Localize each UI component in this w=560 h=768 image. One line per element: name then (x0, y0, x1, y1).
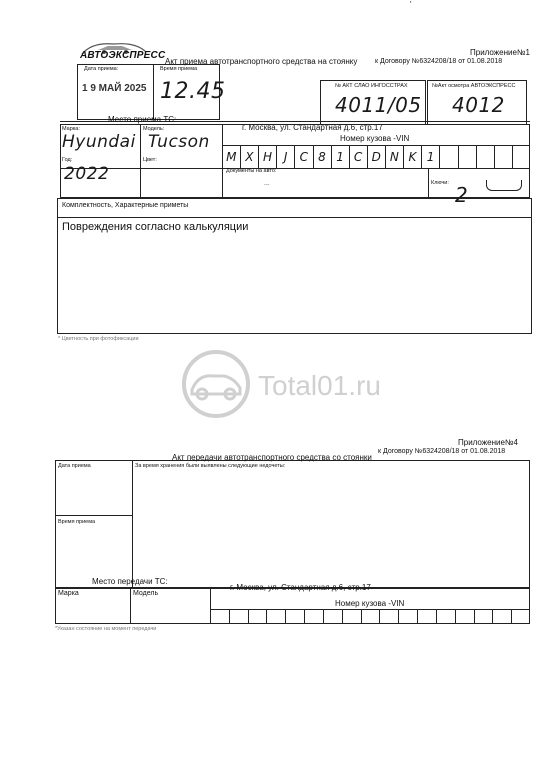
vin-char-cell: N (385, 146, 403, 168)
vin-char-cell (458, 146, 476, 168)
vin-empty-cell (455, 610, 474, 624)
act1-footnote: * Цветность при фотофиксации (58, 336, 139, 342)
vin-empty-cell (417, 610, 436, 624)
brand-value: Hyundai (62, 132, 136, 152)
vin-empty-cell (248, 610, 267, 624)
vin-char-cell: C (294, 146, 312, 168)
act2-vin-label: Номер кузова -VIN (335, 599, 405, 608)
time-box: Время приема 12.45 (153, 64, 220, 120)
keys-value: 2 (455, 183, 469, 207)
vin-empty-cell (285, 610, 304, 624)
vin-empty-cell (361, 610, 380, 624)
vin-char-cell: 1 (331, 146, 349, 168)
docs-value: --- (264, 182, 270, 188)
act2-place-label: Место передачи ТС: (92, 577, 168, 586)
time-value: 12.45 (160, 79, 226, 104)
vin-char-cell: 1 (421, 146, 439, 168)
act2-place-value: г. Москва, ул. Стандартная д.6, стр.17 (230, 583, 371, 592)
vin-char-cell (439, 146, 457, 168)
act1-title: Акт приема автотранспортного средства на стоянку (165, 57, 358, 66)
vin-char-cell: X (240, 146, 258, 168)
vin-empty-cell (266, 610, 285, 624)
date-box: Дата приема: 1 9 МАЙ 2025 (77, 64, 154, 120)
vin-empty-cell (436, 610, 455, 624)
vin-char-cell (476, 146, 494, 168)
vin-empty-cell (342, 610, 361, 624)
act2-title: Акт передачи автотранспортного средства со стоянки (172, 453, 372, 462)
vin-char-cell: J (276, 146, 294, 168)
vin-char-cell: 8 (313, 146, 331, 168)
vin-char-cell: C (349, 146, 367, 168)
act1-contract: к Договору №6324208/18 от 01.08.2018 (375, 58, 503, 65)
act1-place-value: г. Москва, ул. Стандартная д.6, стр.17 (242, 123, 383, 132)
vin-empty-cell (229, 610, 248, 624)
act2-appendix: Приложение№4 (458, 438, 518, 447)
top-mark: ' (410, 0, 412, 9)
damages-text: Повреждения согласно калькуляции (62, 221, 249, 233)
act1-appendix: Приложение№1 (470, 48, 530, 57)
slao-value: 4011/05 (335, 93, 422, 117)
vin-char-cell: K (403, 146, 421, 168)
watermark-text: Total01.ru (258, 370, 381, 401)
slao-box: № АКТ СЛАО ИНГОССТРАХ 4011/05 (320, 80, 426, 125)
vin-char-cell: M (222, 146, 240, 168)
avtoexpress-value: 4012 (452, 93, 505, 117)
date-stamp: 1 9 МАЙ 2025 (82, 83, 147, 94)
vin-empty-cell (492, 610, 511, 624)
vin-char-cell: H (258, 146, 276, 168)
act1-vin-label: Номер кузова -VIN (340, 134, 410, 143)
vin-empty-cell (304, 610, 323, 624)
act2-footnote: *Указан состояние на момент передачи (55, 626, 157, 632)
total01-logo-icon (180, 348, 252, 420)
keys-tag-icon (486, 180, 522, 191)
avtoexpress-box: №Акт осмотра АВТОЭКСПРЕСС 4012 (427, 80, 527, 125)
vin-empty-cell (398, 610, 417, 624)
year-value: 2022 (64, 164, 110, 184)
vin-cells (222, 145, 530, 168)
vin-char-cell (512, 146, 530, 168)
vin-char-cell (494, 146, 512, 168)
vin-empty-cell (511, 610, 530, 624)
vin-char-cell: D (367, 146, 385, 168)
act2-vin-cells (210, 609, 530, 625)
vin-empty-cell (323, 610, 342, 624)
completeness-box (57, 198, 532, 334)
act2-contract: к Договору №6324208/18 от 01.08.2018 (378, 448, 506, 455)
act2-main-box (55, 460, 530, 588)
act1-place-label: Место приема ТС: (108, 115, 177, 124)
vin-empty-cell (379, 610, 398, 624)
model-value: Tucson (148, 132, 210, 152)
vin-empty-cell (210, 610, 229, 624)
vin-empty-cell (474, 610, 493, 624)
avtoexpress-logo: АВТОЭКСПРЕСС (78, 38, 150, 62)
